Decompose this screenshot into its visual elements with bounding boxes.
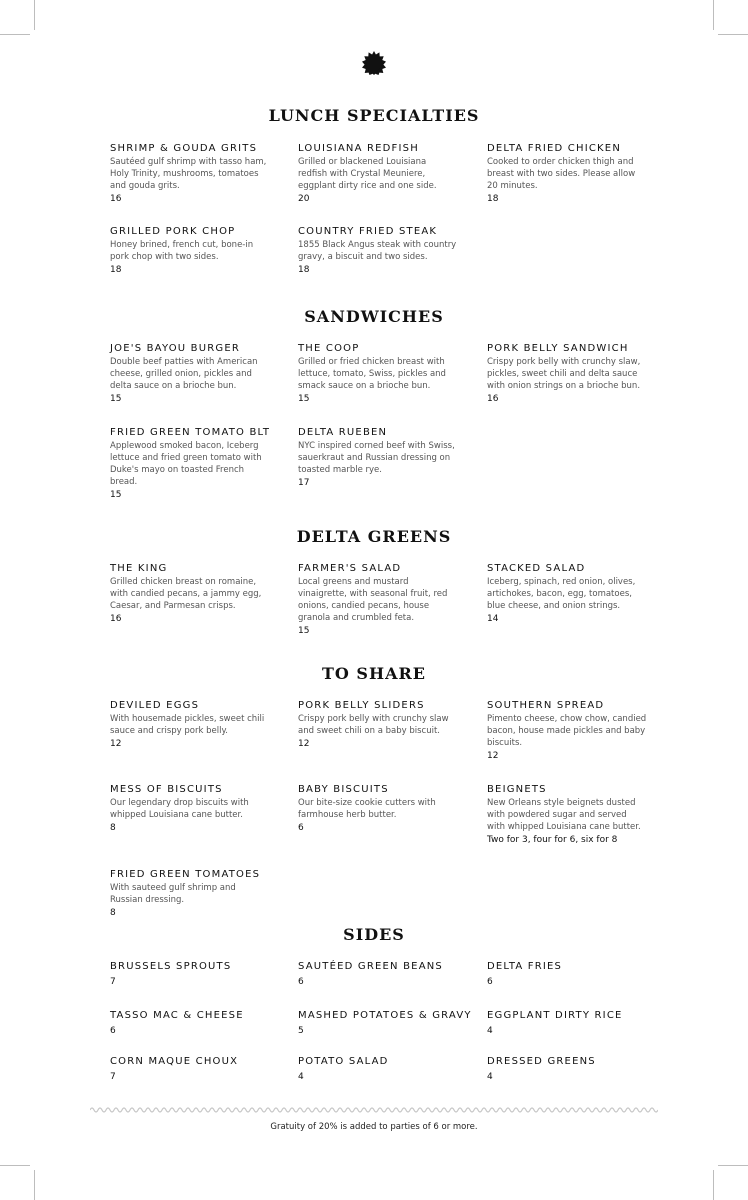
item-description: 1855 Black Angus steak with country gravy, a biscuit and two sides. (298, 240, 457, 262)
item-description: Sautéed gulf shrimp with tasso ham, Holy Trinity, mushrooms, tomatoes and gouda grits. (110, 157, 267, 191)
item-description: Grilled chicken breast on romaine, with candied pecans, a jammy egg, Caesar, and Parmesan crisps. (110, 577, 262, 611)
item-name: DRESSED GREENS (487, 1056, 596, 1067)
item-price: 7 (110, 977, 116, 987)
item-price: 6 (110, 1026, 116, 1036)
menu-item (110, 225, 270, 276)
item-description: New Orleans style beignets dusted with powdered sugar and served with whipped Louisiana cane butter. (487, 798, 641, 832)
item-name: DELTA FRIES (487, 961, 563, 972)
item-name: BRUSSELS SPROUTS (110, 961, 232, 972)
menu-item (487, 1055, 647, 1083)
menu-item (487, 699, 647, 762)
item-price: 7 (110, 1072, 116, 1082)
item-price: 16 (110, 194, 122, 204)
item-name: BEIGNETS (487, 784, 547, 795)
item-price: 8 (110, 823, 116, 833)
menu-item (110, 142, 270, 205)
item-name: FRIED GREEN TOMATOES (110, 869, 261, 880)
item-description: With sauteed gulf shrimp and Russian dressing. (110, 883, 236, 905)
item-name: JOE'S BAYOU BURGER (110, 343, 241, 354)
item-price: 15 (110, 490, 122, 500)
item-price: 12 (110, 739, 122, 749)
item-name: STACKED SALAD (487, 563, 586, 574)
item-price: 4 (298, 1072, 304, 1082)
menu-item (487, 960, 647, 988)
item-description: NYC inspired corned beef with Swiss, sauerkraut and Russian dressing on toasted marble rye. (298, 441, 455, 475)
crop-mark (0, 1165, 30, 1166)
item-name: PORK BELLY SANDWICH (487, 343, 629, 354)
menu-item (298, 1009, 472, 1037)
menu-item (487, 142, 647, 205)
menu-item (110, 868, 270, 919)
item-description: Iceberg, spinach, red onion, olives, artichokes, bacon, egg, tomatoes, blue cheese, and onion strings. (487, 577, 636, 611)
item-name: DELTA FRIED CHICKEN (487, 143, 622, 154)
gratuity-note: Gratuity of 20% is added to parties of 6 or more. (270, 1122, 478, 1132)
menu-item (298, 699, 458, 750)
menu-item (110, 783, 270, 834)
menu-item (298, 142, 458, 205)
item-price: 18 (487, 194, 499, 204)
item-name: DEVILED EGGS (110, 700, 200, 711)
menu-item (110, 342, 270, 405)
menu-item (110, 426, 270, 501)
item-name: MESS OF BISCUITS (110, 784, 223, 795)
item-price: 8 (110, 908, 116, 918)
item-price: 15 (298, 394, 310, 404)
starburst-logo-icon (362, 51, 386, 75)
item-price: 20 (298, 194, 310, 204)
item-name: CORN MAQUE CHOUX (110, 1056, 239, 1067)
item-price: 18 (298, 265, 310, 275)
crop-mark (34, 1170, 35, 1200)
item-description: Pimento cheese, chow chow, candied bacon, house made pickles and baby biscuits. (487, 714, 647, 748)
item-price: 18 (110, 265, 122, 275)
item-description: Grilled or blackened Louisiana redfish with Crystal Meuniere, eggplant dirty rice and one side. (298, 157, 437, 191)
item-name: THE COOP (298, 343, 360, 354)
menu-item (110, 1009, 270, 1037)
menu-item (110, 960, 270, 988)
item-description: Crispy pork belly with crunchy slaw and sweet chili on a baby biscuit. (298, 714, 449, 736)
item-price: 5 (298, 1026, 304, 1036)
menu-item (487, 562, 647, 625)
item-description: Local greens and mustard vinaigrette, with seasonal fruit, red onions, candied pecans, house granola and crumbled feta. (298, 577, 448, 623)
section-title-to-share: TO SHARE (322, 664, 426, 683)
item-name: LOUISIANA REDFISH (298, 143, 419, 154)
item-price: 6 (487, 977, 493, 987)
crop-mark (34, 0, 35, 30)
menu-item (487, 1009, 647, 1037)
menu-item (298, 426, 458, 489)
item-name: FRIED GREEN TOMATO BLT (110, 427, 271, 438)
item-name: SHRIMP & GOUDA GRITS (110, 143, 258, 154)
item-description: Grilled or fried chicken breast with lettuce, tomato, Swiss, pickles and smack sauce on a brioche bun. (298, 357, 446, 391)
item-price: 17 (298, 478, 310, 488)
section-title-sandwiches: SANDWICHES (304, 307, 444, 326)
item-price: 15 (298, 626, 310, 636)
menu-item (298, 960, 458, 988)
menu-item (110, 699, 270, 750)
item-price: 14 (487, 614, 499, 624)
item-price: Two for 3, four for 6, six for 8 (487, 835, 618, 845)
crop-mark (713, 1170, 714, 1200)
item-name: COUNTRY FRIED STEAK (298, 226, 438, 237)
item-name: DELTA RUEBEN (298, 427, 388, 438)
item-price: 16 (487, 394, 499, 404)
menu-item (487, 342, 647, 405)
item-description: Crispy pork belly with crunchy slaw, pickles, sweet chili and delta sauce with onion strings on a brioche bun. (487, 357, 641, 391)
section-title-delta-greens: DELTA GREENS (296, 527, 452, 546)
item-price: 6 (298, 823, 304, 833)
section-title-lunch-specialties: LUNCH SPECIALTIES (268, 106, 480, 125)
section-title-sides: SIDES (343, 925, 405, 944)
item-price: 4 (487, 1026, 493, 1036)
item-description: Double beef patties with American cheese, grilled onion, pickles and delta sauce on a brioche bun. (110, 357, 258, 391)
menu-item (298, 1055, 458, 1083)
item-price: 12 (298, 739, 310, 749)
menu-item (298, 562, 458, 637)
item-name: THE KING (110, 563, 168, 574)
wave-divider-icon (90, 1106, 658, 1114)
item-price: 16 (110, 614, 122, 624)
item-description: Our bite-size cookie cutters with farmhouse herb butter. (298, 798, 436, 820)
item-price: 15 (110, 394, 122, 404)
item-name: BABY BISCUITS (298, 784, 389, 795)
item-price: 6 (298, 977, 304, 987)
item-name: MASHED POTATOES & GRAVY (298, 1010, 472, 1021)
item-name: PORK BELLY SLIDERS (298, 700, 425, 711)
menu-item (298, 783, 458, 834)
item-description: Honey brined, french cut, bone-in pork chop with two sides. (110, 240, 254, 262)
menu-item (487, 783, 647, 846)
item-price: 4 (487, 1072, 493, 1082)
item-description: Applewood smoked bacon, Iceberg lettuce and fried green tomato with Duke's mayo on toasted French bread. (110, 441, 262, 487)
menu-item (110, 562, 270, 625)
item-description: Our legendary drop biscuits with whipped Louisiana cane butter. (110, 798, 249, 820)
crop-mark (718, 1165, 748, 1166)
item-name: SOUTHERN SPREAD (487, 700, 605, 711)
crop-mark (0, 34, 30, 35)
item-description: With housemade pickles, sweet chili sauce and crispy pork belly. (110, 714, 265, 736)
item-description: Cooked to order chicken thigh and breast with two sides. Please allow 20 minutes. (487, 157, 636, 191)
item-name: GRILLED PORK CHOP (110, 226, 236, 237)
item-price: 12 (487, 751, 499, 761)
crop-mark (713, 0, 714, 30)
menu-item (110, 1055, 270, 1083)
menu-item (298, 342, 458, 405)
item-name: FARMER'S SALAD (298, 563, 402, 574)
menu-item (298, 225, 458, 276)
item-name: EGGPLANT DIRTY RICE (487, 1010, 623, 1021)
item-name: SAUTÉED GREEN BEANS (298, 961, 443, 972)
crop-mark (718, 34, 748, 35)
item-name: POTATO SALAD (298, 1056, 389, 1067)
item-name: TASSO MAC & CHEESE (110, 1010, 244, 1021)
